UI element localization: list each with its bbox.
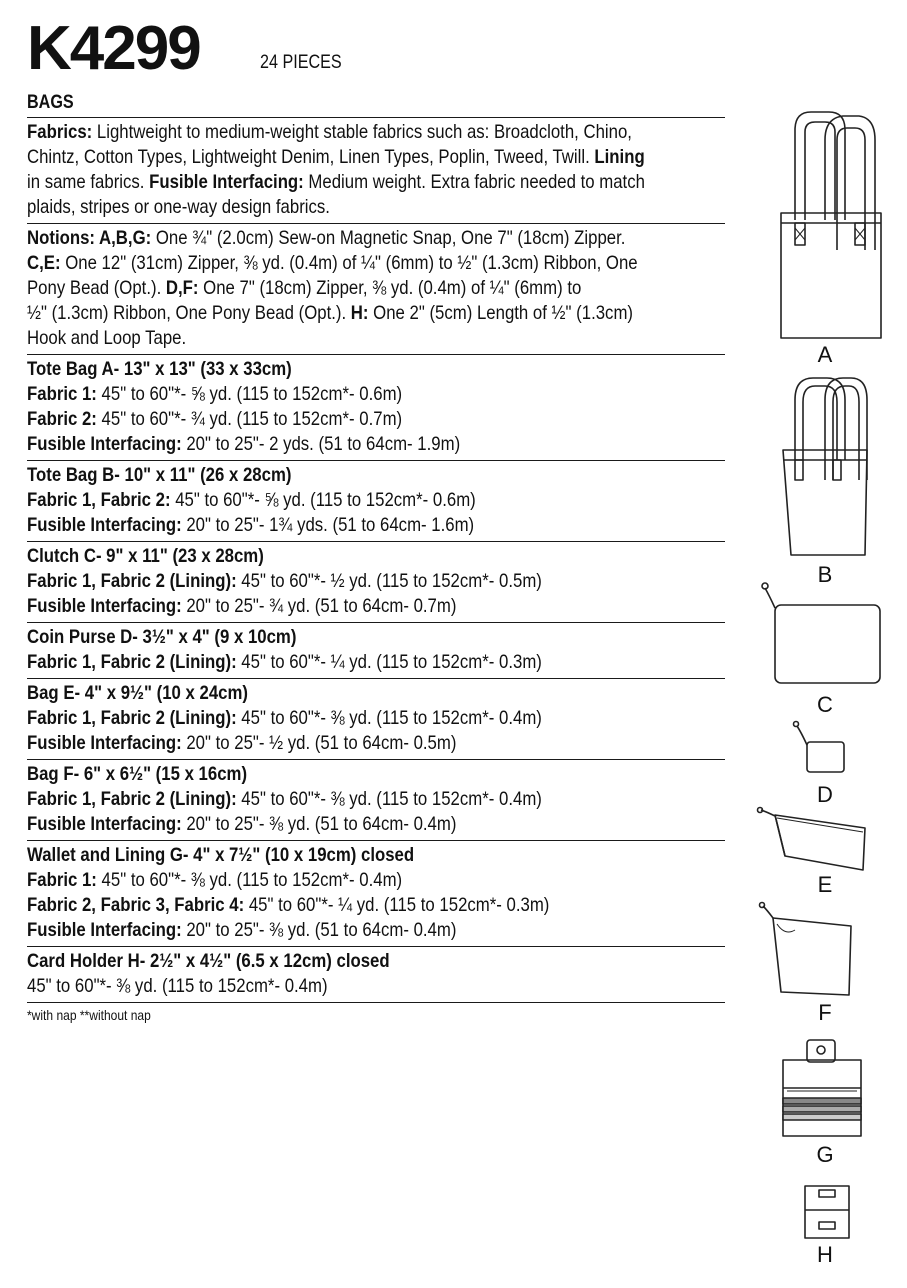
view-title: Wallet and Lining G- 4" x 7½" (10 x 19cm) closed (27, 844, 415, 866)
view-section (27, 355, 725, 460)
fabrics-text: Chintz, Cotton Types, Lightweight Denim, Linen Types, Poplin, Tweed, Twill. (27, 146, 595, 168)
yardage-row (27, 974, 627, 999)
yardage-label: Fusible Interfacing: (27, 813, 182, 835)
fabrics-section (27, 118, 725, 223)
yardage-value: 20" to 25"- 2 yds. (51 to 64cm- 1.9m) (181, 433, 461, 455)
yardage-label: Fabric 1, Fabric 2 (Lining): (27, 570, 237, 592)
yardage-value: 45" to 60"*- ⅜ yd. (115 to 152cm*- 0.4m) (236, 707, 542, 729)
yardage-label: Fabric 2, Fabric 3, Fabric 4: (27, 894, 245, 916)
yardage-value: 45" to 60"*- ⅝ yd. (115 to 152cm*- 0.6m) (170, 489, 476, 511)
view-label: E (817, 872, 833, 897)
yardage-label: Fusible Interfacing: (27, 433, 182, 455)
yardage-label: Fabric 2: (27, 408, 97, 430)
view-illustrations (755, 100, 900, 1288)
yardage-label: Fusible Interfacing: (27, 595, 182, 617)
clutch-drawing (762, 583, 880, 683)
view-label: A (817, 342, 833, 367)
yardage-row (27, 868, 627, 893)
fabrics-label: Fabrics: (27, 121, 93, 143)
fabrics-text: plaids, stripes or one-way design fabrics. (27, 196, 330, 218)
yardage-row (27, 787, 627, 812)
view-label: D (817, 782, 833, 807)
yardage-row (27, 569, 627, 594)
notions-text: One ¾" (2.0cm) Sew-on Magnetic Snap, One 7" (18cm) Zipper. (151, 227, 626, 249)
fabrics-text: Medium weight. Extra fabric needed to match (303, 171, 645, 193)
yardage-value: 45" to 60"*- ⅜ yd. (115 to 152cm*- 0.4m) (236, 788, 542, 810)
yardage-label: Fabric 1, Fabric 2 (Lining): (27, 707, 237, 729)
yardage-value: 20" to 25"- ⅜ yd. (51 to 64cm- 0.4m) (181, 813, 457, 835)
footnote: *with nap **without nap (27, 1007, 151, 1023)
pattern-header (27, 14, 727, 84)
card-holder-drawing (805, 1186, 849, 1238)
bag-f-drawing (760, 903, 852, 996)
yardage-value: 20" to 25"- 1¾ yds. (51 to 64cm- 1.6m) (181, 514, 475, 536)
view-title: Bag F- 6" x 6½" (15 x 16cm) (27, 763, 248, 785)
view-label: G (816, 1142, 834, 1167)
yardage-label: Fabric 1, Fabric 2 (Lining): (27, 788, 237, 810)
piece-count: 24 PIECES (260, 52, 342, 73)
view-title: Tote Bag B- 10" x 11" (26 x 28cm) (27, 464, 292, 486)
yardage-row (27, 893, 627, 918)
yardage-row (27, 918, 627, 943)
view-title: Coin Purse D- 3½" x 4" (9 x 10cm) (27, 626, 297, 648)
yardage-value: 45" to 60"*- ½ yd. (115 to 152cm*- 0.5m) (236, 570, 542, 592)
pattern-number: K4299 (27, 14, 200, 83)
tote-bag-b-drawing (783, 378, 867, 555)
view-label: H (817, 1242, 833, 1267)
interfacing-label: Fusible Interfacing: (149, 171, 304, 193)
view-label: F (818, 1000, 832, 1025)
yardage-value: 20" to 25"- ⅜ yd. (51 to 64cm- 0.4m) (181, 919, 457, 941)
fabrics-text: in same fabrics. (27, 171, 150, 193)
yardage-label: Fusible Interfacing: (27, 732, 182, 754)
view-label: C (817, 692, 833, 717)
fabrics-text: Lightweight to medium-weight stable fabrics such as: Broadcloth, Chino, (92, 121, 632, 143)
yardage-value: 45" to 60"*- ⅝ yd. (115 to 152cm*- 0.6m) (96, 383, 403, 405)
yardage-value: 45" to 60"*- ¼ yd. (115 to 152cm*- 0.3m) (244, 894, 550, 916)
view-title: Tote Bag A- 13" x 13" (33 x 33cm) (27, 358, 292, 380)
yardage-value: 45" to 60"*- ⅜ yd. (115 to 152cm*- 0.4m) (96, 869, 403, 891)
view-label: B (817, 562, 833, 587)
view-title: Clutch C- 9" x 11" (23 x 28cm) (27, 545, 264, 567)
notions-section (27, 224, 725, 354)
yardage-label: Fabric 1, Fabric 2 (Lining): (27, 651, 237, 673)
category-title: BAGS (27, 92, 74, 113)
yardage-row (27, 513, 627, 538)
yardage-row (27, 706, 627, 731)
yardage-row (27, 594, 627, 619)
requirements-column (27, 117, 725, 1025)
yardage-row (27, 382, 627, 407)
yardage-value: 20" to 25"- ¾ yd. (51 to 64cm- 0.7m) (181, 595, 457, 617)
notions-text: Hook and Loop Tape. (27, 327, 187, 349)
yardage-value: 45" to 60"*- ⅜ yd. (115 to 152cm*- 0.4m) (27, 975, 328, 997)
notions-view-label: D,F: (165, 277, 199, 299)
notions-text: ½" (1.3cm) Ribbon, One Pony Bead (Opt.). (27, 302, 351, 324)
yardage-label: Fusible Interfacing: (27, 919, 182, 941)
notions-text: One 2" (5cm) Length of ½" (1.3cm) (368, 302, 634, 324)
notions-label: Notions: A,B,G: (27, 227, 152, 249)
notions-view-label: C,E: (27, 252, 61, 274)
view-section (27, 947, 725, 1002)
notions-view-label: H: (350, 302, 369, 324)
yardage-row (27, 407, 627, 432)
notions-text: Pony Bead (Opt.). (27, 277, 166, 299)
view-section (27, 542, 725, 622)
yardage-value: 20" to 25"- ½ yd. (51 to 64cm- 0.5m) (181, 732, 457, 754)
view-section (27, 623, 725, 678)
yardage-label: Fabric 1: (27, 383, 97, 405)
view-section (27, 760, 725, 840)
lining-label: Lining (594, 146, 645, 168)
bag-e-drawing (758, 808, 866, 871)
view-section (27, 841, 725, 946)
tote-bag-a-drawing (781, 112, 881, 338)
view-title: Bag E- 4" x 9½" (10 x 24cm) (27, 682, 248, 704)
view-title: Card Holder H- 2½" x 4½" (6.5 x 12cm) closed (27, 950, 390, 972)
yardage-value: 45" to 60"*- ¼ yd. (115 to 152cm*- 0.3m) (236, 651, 542, 673)
yardage-row (27, 731, 627, 756)
yardage-row (27, 488, 627, 513)
yardage-row (27, 812, 627, 837)
coin-purse-drawing (794, 722, 845, 773)
yardage-row (27, 650, 627, 675)
wallet-drawing (783, 1040, 861, 1136)
view-section (27, 679, 725, 759)
yardage-label: Fusible Interfacing: (27, 514, 182, 536)
notions-text: One 12" (31cm) Zipper, ⅜ yd. (0.4m) of ¼" (6mm) to ½" (1.3cm) Ribbon, One (60, 252, 638, 274)
divider (27, 1002, 725, 1003)
yardage-label: Fabric 1: (27, 869, 97, 891)
notions-text: One 7" (18cm) Zipper, ⅜ yd. (0.4m) of ¼" (6mm) to (198, 277, 582, 299)
yardage-label: Fabric 1, Fabric 2: (27, 489, 171, 511)
view-section (27, 461, 725, 541)
yardage-value: 45" to 60"*- ¾ yd. (115 to 152cm*- 0.7m) (96, 408, 403, 430)
yardage-row (27, 432, 627, 457)
